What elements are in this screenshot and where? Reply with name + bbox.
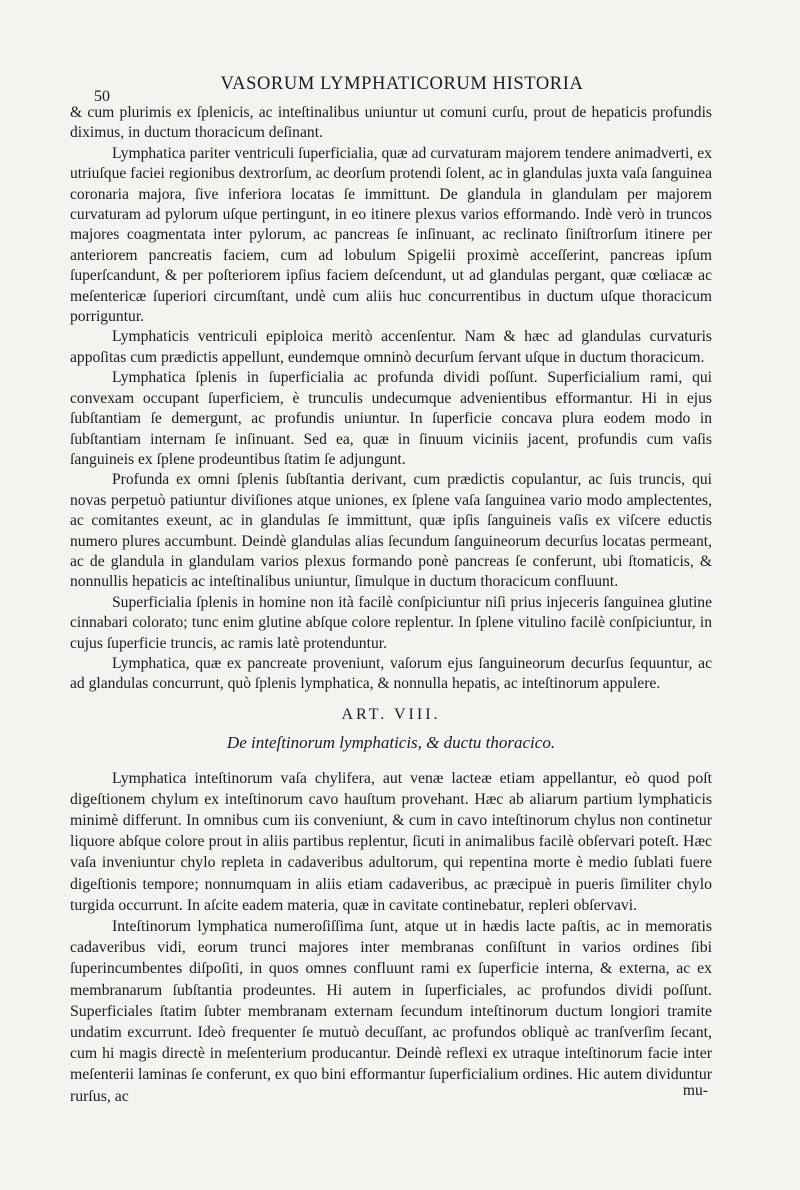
section-2 [70,768,712,1107]
page-body [70,103,712,1107]
paragraph: Lymphatica, quæ ex pancreate proveniunt, vaſorum ejus ſanguineorum decurſus ſequuntur, ac ad glandulas concurrunt, quò ſplenis lymphatica, & nonnulla hepatis, ac inteſtinorum appulere. [70,654,712,693]
paragraph: Lymphatica inteſtinorum vaſa chylifera, aut venæ lacteæ etiam appellantur, eò quod poſt digeſtionem chylum ex inteſtinorum cavo hauſtum provehant. Hæc ab aliarum partium lymphaticis minimè differunt. In omnibus cum iis conveniunt, & cum in cavo inteſtinorum chylus non continetur liquore abſque colore prout in aliis partibus replentur, ſicuti in animalibus facilè obſervari poteſt. Hæc vaſa inveniuntur chylo repleta in cadaveribus adultorum, qui repentina morte è medio ſublati fuere digeſtionis tempore; nonnumquam in aliis etiam cadaveribus, ac præcipuè in pueris ſimiliter chylo turgida occurrunt. In aſcite eadem materia, quæ in cavitate continebatur, repleri obſervavi. [70,769,712,914]
page-header [82,74,722,105]
paragraph: Inteſtinorum lymphatica numeroſiſſima ſunt, atque ut in hædis lacte paſtis, ac in memoratis cadaveribus vidi, eorum trunci majores inter membranas conſiſtunt in varios ordines ſibi ſuperincumbentes diſpoſiti, in quos omnes confluunt rami ex ſuperficie interna, & externa, ac ex membranarum ſubſtantia prodeuntes. Hi autem in ſuperficiales, ac profundos dividi poſſunt. Superficiales ſtatim ſubter membranam externam ſecundum inteſtinorum ductum longiori tramite undatim excurrunt. Ideò frequenter ſe mutuò decuſſant, ac profundos obliquè ac tranſverſim ſecant, cum hi magis directè in meſenterium producantur. Deindè reflexi ex utraque inteſtinorum facie inter meſenterii laminas ſe conferunt, ex quo bini efformantur ſuperficialium ordines. Hic autem dividuntur rurſus, ac [70,918,712,1105]
paragraph: Lymphatica pariter ventriculi ſuperficialia, quæ ad curvaturam majorem tendere animadverti, ex utriuſque faciei regionibus dextrorſum, ac deorſum protendi ſolent, ac in glandulas juxta vaſa ſanguinea coronaria majora, ſive inferiora locatas ſe immittunt. De glandula in glandulam per majorem curvaturam ad pylorum uſque pertingunt, in eo itinere plexus varios efformando. Indè verò in truncos majores coagmentata inter pylorum, ac pancreas ſe inſinuant, ac reclinato ſiniſtrorſum itinere per anteriorem pancreatis faciem, cum ad lobulum Spigelii proximè acceſſerint, pancreas ipſum ſuperſcandunt, & per poſteriorem ipſius faciem deſcendunt, ut ad glandulas pergant, quæ cœliacæ ac meſentericæ ſuperiori circumſtant, undè cum aliis huc concurrentibus in ductum uſque thoracicum porriguntur. [70,144,712,326]
section-1 [70,103,712,695]
catchword: mu- [682,1082,708,1099]
paragraph: Lymphatica ſplenis in ſuperficialia ac profunda dividi poſſunt. Superficialium rami, qui convexam occupant ſuperficiem, è trunculis undecumque advenientibus efformantur. Hi in ejus ſubſtantiam ſe demergunt, ac profundis uniuntur. In ſuperficie concava plura eodem modo in ſubſtantiam internam ſe inſinuant. Sed ea, quæ in ſinuum viciniis jacent, profundis cum vaſis ſanguineis ex ſplene prodeuntibus ſtatim ſe adjungunt. [70,369,712,468]
article-heading: ART. VIII. [341,705,441,723]
paragraph: & cum plurimis ex ſplenicis, ac inteſtinalibus uniuntur ut comuni curſu, prout de hepaticis profundis diximus, in ductum thoracicum deſinant. [70,104,712,142]
article-subtitle: De inteſtinorum lymphaticis, & ductu thoracico. [226,733,556,753]
running-head: VASORUM LYMPHATICORUM HISTORIA [220,74,584,94]
paragraph: Lymphaticis ventriculi epiploica meritò accenſentur. Nam & hæc ad glandulas curvaturis appoſitas cum prædictis appellunt, eundemque omninò decurſum ſervant uſque in ductum thoracicum. [70,328,712,366]
paragraph: Superficialia ſplenis in homine non ità facilè conſpiciuntur niſi prius injeceris ſanguinea glutine cinnabari colorato; tunc enim glutine abſque colore replentur. In ſplene vitulino facilè conſpiciuntur, in cujus ſuperficie truncis, ac ramis latè protenduntur. [70,593,712,652]
page-number: 50 [94,88,110,105]
paragraph: Profunda ex omni ſplenis ſubſtantia derivant, cum prædictis copulantur, ac ſuis truncis, qui novas perpetuò patiuntur diviſiones atque uniones, ex ſplene vaſa ſanguinea vario modo amplectentes, ac comitantes exeunt, ac in glandulas ſe immittunt, quæ ipſis ſanguineis vaſis ex viſcere eductis numero plures accumbunt. Deindè glandulas alias ſecundum ſanguineorum decurſus locatas permeant, ac de glandula in glandulam varios plexus formando ponè pancreas ſe conferunt, ubi ſtomaticis, & nonnullis hepaticis ac inteſtinalibus uniuntur, ſimulque in ductum thoracicum confluunt. [70,471,712,591]
